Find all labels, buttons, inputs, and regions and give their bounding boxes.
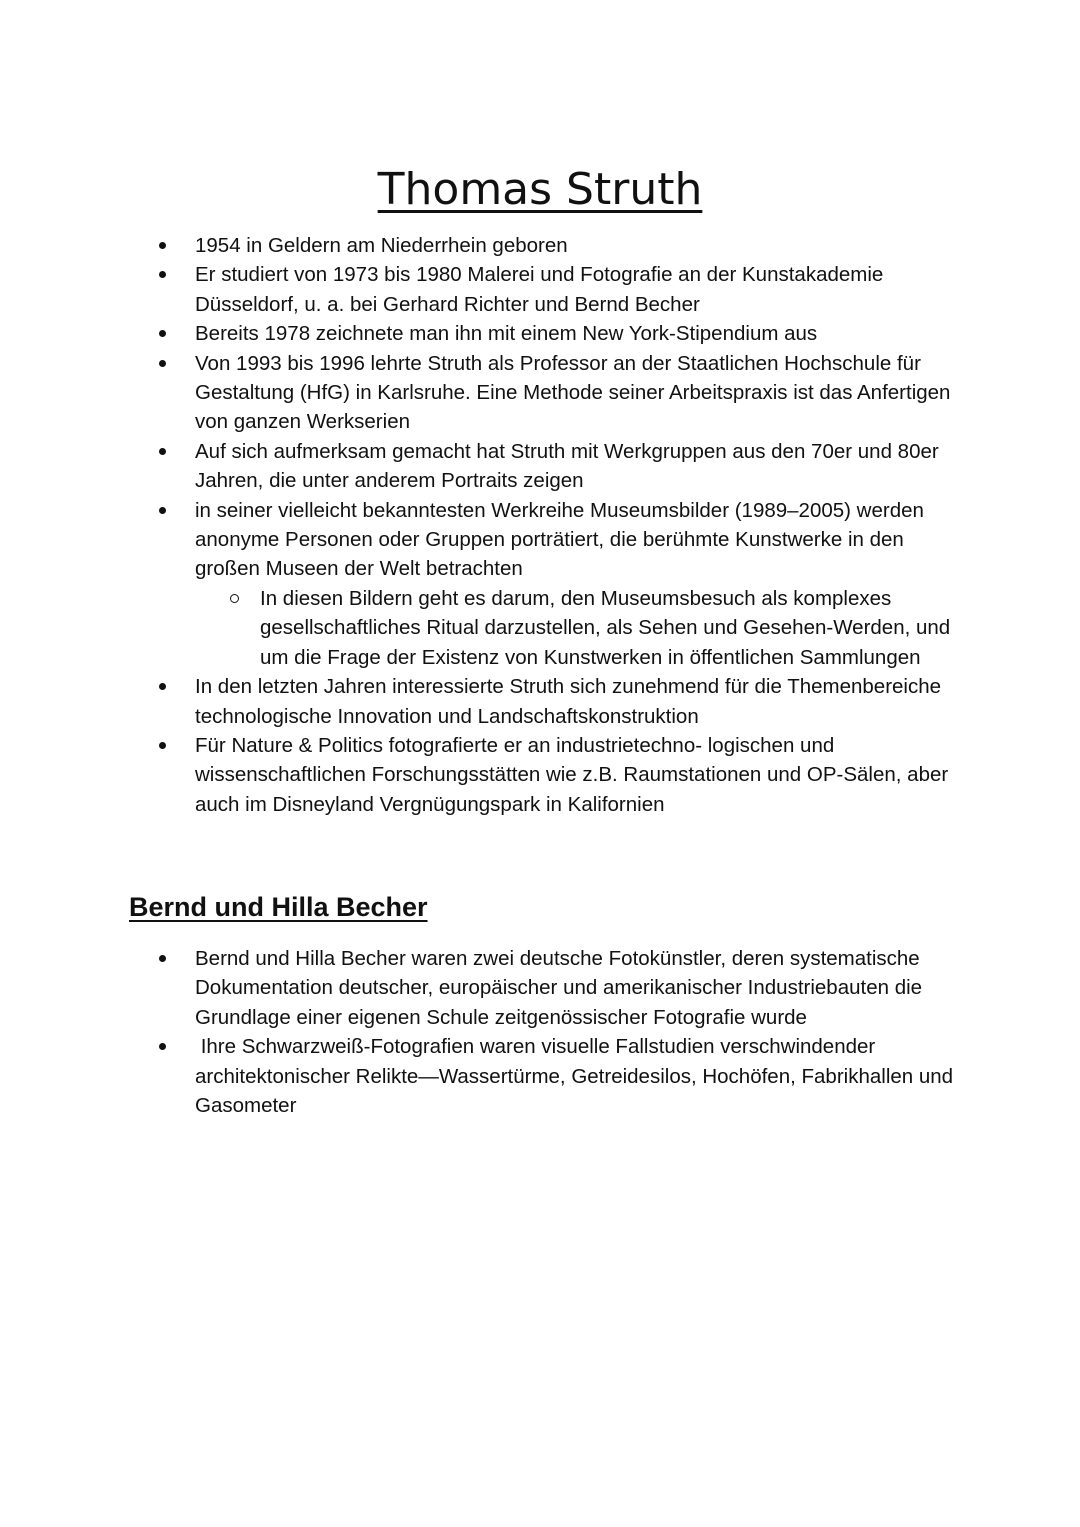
struth-bullet-list — [195, 231, 965, 819]
list-item: Auf sich aufmerksam gemacht hat Struth mit Werkgruppen aus den 70er und 80er Jahren, die unter anderem Portraits zeigen — [195, 437, 965, 496]
list-item: in seiner vielleicht bekanntesten Werkreihe Museumsbilder (1989–2005) werden anonyme Personen oder Gruppen porträtiert, die berühmte Kunstwerke in den großen Museen der Welt betrachten — [195, 496, 965, 584]
page-title — [0, 162, 1080, 218]
list-item: In den letzten Jahren interessierte Struth sich zunehmend für die Themenbereiche technologische Innovation und Landschaftskonstruktion — [195, 672, 965, 731]
list-item: Für Nature & Politics fotografierte er an industrietechno- logischen und wissenschaftlichen Forschungsstätten wie z.B. Raumstationen und OP-Sälen, aber auch im Disneyland Vergnügungspark in Kalifornien — [195, 731, 965, 819]
list-item: Er studiert von 1973 bis 1980 Malerei und Fotografie an der Kunstakademie Düsseldorf, u. a. bei Gerhard Richter und Bernd Becher — [195, 260, 965, 319]
list-item: Bereits 1978 zeichnete man ihn mit einem New York-Stipendium aus — [195, 319, 965, 348]
page-title-text: Thomas Struth — [377, 164, 703, 216]
sub-list-item: In diesen Bildern geht es darum, den Museumsbesuch als komplexes gesellschaftliches Ritual darzustellen, als Sehen und Gesehen-Werden, und um die Frage der Existenz von Kunstwerken in öffentlichen Sammlungen — [260, 584, 965, 672]
list-item: 1954 in Geldern am Niederrhein geboren — [195, 231, 965, 260]
section-heading-becher: Bernd und Hilla Becher — [129, 892, 428, 922]
list-item: Von 1993 bis 1996 lehrte Struth als Professor an der Staatlichen Hochschule für Gestaltung (HfG) in Karlsruhe. Eine Methode seiner Arbeitspraxis ist das Anfertigen von ganzen Werkserien — [195, 349, 965, 437]
becher-bullet-list — [195, 944, 965, 1120]
list-item: Ihre Schwarzweiß-Fotografien waren visuelle Fallstudien verschwindender architektonischer Relikte—Wassertürme, Getreidesilos, Hochöfen, Fabrikhallen und Gasometer — [195, 1032, 965, 1120]
list-item: Bernd und Hilla Becher waren zwei deutsche Fotokünstler, deren systematische Dokumentation deutscher, europäischer und amerikanischer Industriebauten die Grundlage einer eigenen Schule zeitgenössischer Fotografie wurde — [195, 944, 965, 1032]
